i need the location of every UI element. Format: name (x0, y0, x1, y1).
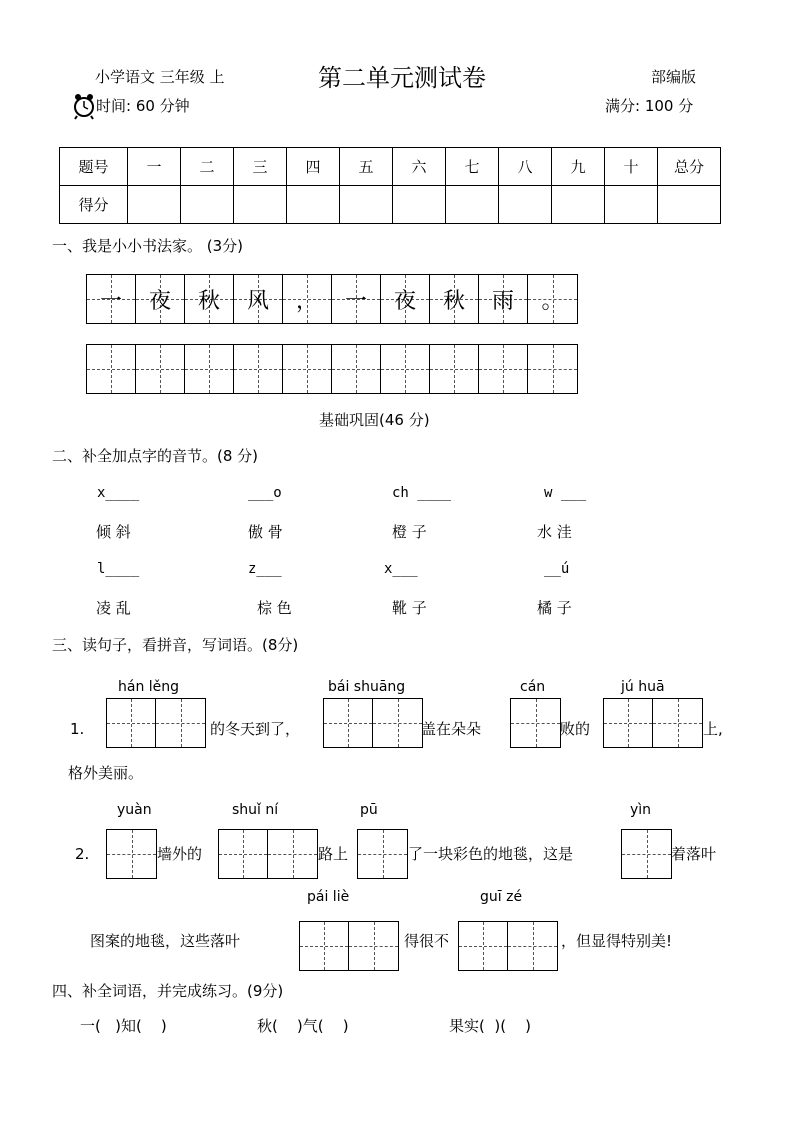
writing-cell[interactable] (604, 699, 653, 747)
model-char-cell (479, 275, 528, 323)
model-char-cell (234, 275, 283, 323)
pinyin-blank[interactable]: w ___ (544, 485, 587, 501)
pinyin-blank[interactable]: z___ (248, 561, 282, 577)
sentence-text: 的冬天到了， (210, 720, 301, 738)
pinyin-label: yuàn (117, 802, 152, 818)
sentence-text: 墙外的 (157, 845, 203, 863)
writing-cell[interactable] (219, 830, 268, 878)
table-cell: 二 (181, 148, 234, 186)
word-item: 靴 子 (392, 599, 427, 617)
model-char: 一 (344, 288, 367, 314)
model-char: 雨 (491, 288, 514, 314)
answer-grid (323, 698, 423, 748)
pinyin-label: pū (360, 802, 378, 818)
section-title: 基础巩固(46 分) (319, 411, 430, 429)
sentence-number: 2. (75, 845, 90, 863)
model-char: 夜 (393, 288, 416, 314)
model-char: 秋 (442, 288, 465, 314)
pinyin-blank[interactable]: ch ____ (392, 485, 452, 501)
model-char: 。 (541, 288, 564, 314)
model-char-cell (430, 275, 479, 323)
table-cell: 六 (393, 148, 446, 186)
edition-label: 部编版 (651, 68, 697, 86)
score-input-cell[interactable] (605, 186, 658, 224)
fill-word-item[interactable]: 一( )知( ) (80, 1017, 167, 1035)
pinyin-blank[interactable]: __ú (544, 561, 570, 577)
word-item: 水 洼 (537, 523, 572, 541)
model-char-cell (283, 275, 332, 323)
score-table (59, 147, 721, 224)
writing-cell[interactable] (107, 699, 156, 747)
page-title: 第二单元测试卷 (318, 64, 486, 92)
writing-cell[interactable] (528, 345, 577, 393)
score-input-cell[interactable] (181, 186, 234, 224)
table-cell: 九 (552, 148, 605, 186)
writing-cell[interactable] (268, 830, 317, 878)
table-cell: 三 (234, 148, 287, 186)
writing-cell[interactable] (430, 345, 479, 393)
pinyin-label: jú huā (621, 679, 665, 695)
answer-grid (458, 921, 558, 971)
word-item: 橙 子 (392, 523, 427, 541)
copy-char-grid (86, 344, 578, 394)
score-input-cell[interactable] (446, 186, 499, 224)
answer-grid (603, 698, 703, 748)
sentence-text: ，但显得特别美! (561, 932, 673, 950)
model-char-cell (528, 275, 577, 323)
q4-heading: 四、补全词语，并完成练习。(9分) (52, 982, 284, 1000)
sentence-text: 上, (703, 720, 723, 738)
answer-grid (218, 829, 318, 879)
model-char: ， (295, 288, 318, 314)
writing-cell[interactable] (479, 345, 528, 393)
writing-cell[interactable] (87, 345, 136, 393)
writing-cell[interactable] (107, 830, 156, 878)
pinyin-blank[interactable]: x____ (97, 485, 140, 501)
table-cell: 总分 (658, 148, 721, 186)
pinyin-label: cán (520, 679, 546, 695)
model-char-cell (185, 275, 234, 323)
word-item: 傲 骨 (248, 523, 283, 541)
model-char: 风 (246, 288, 269, 314)
score-table-score-row (60, 186, 721, 224)
table-cell: 得分 (60, 186, 128, 224)
score-input-cell[interactable] (287, 186, 340, 224)
writing-cell[interactable] (508, 922, 557, 970)
full-score: 满分: 100 分 (605, 97, 694, 115)
exam-time: 时间: 60 分钟 (96, 97, 190, 115)
answer-grid (357, 829, 408, 879)
q2-heading: 二、补全加点字的音节。(8 分) (52, 447, 259, 465)
model-char: 一 (99, 288, 122, 314)
fill-word-item[interactable]: 秋( )气( ) (257, 1017, 349, 1035)
writing-cell[interactable] (324, 699, 373, 747)
writing-cell[interactable] (156, 699, 205, 747)
model-char: 秋 (197, 288, 220, 314)
pinyin-label: shuǐ ní (232, 802, 279, 818)
writing-cell[interactable] (653, 699, 702, 747)
word-item: 倾 斜 (96, 523, 131, 541)
score-input-cell[interactable] (552, 186, 605, 224)
answer-grid (510, 698, 561, 748)
score-input-cell[interactable] (340, 186, 393, 224)
answer-grid (621, 829, 672, 879)
writing-cell[interactable] (283, 345, 332, 393)
pinyin-label: yìn (630, 802, 652, 818)
fill-word-item[interactable]: 果实( )( ) (449, 1017, 532, 1035)
word-item: 棕 色 (257, 599, 292, 617)
table-cell: 十 (605, 148, 658, 186)
q1-heading: 一、我是小小书法家。 (3分) (52, 237, 244, 255)
sentence-text: 盖在朵朵 (421, 720, 482, 738)
sentence-text: 得很不 (404, 932, 450, 950)
writing-cell[interactable] (381, 345, 430, 393)
pinyin-label: bái shuāng (328, 679, 406, 695)
writing-cell[interactable] (349, 922, 398, 970)
sentence-text: 路上 (318, 845, 349, 863)
writing-cell[interactable] (622, 830, 671, 878)
writing-cell[interactable] (136, 345, 185, 393)
pinyin-label: pái liè (307, 889, 350, 905)
pinyin-blank[interactable]: ___o (248, 485, 282, 501)
model-char-cell (381, 275, 430, 323)
table-cell: 一 (128, 148, 181, 186)
table-cell: 题号 (60, 148, 128, 186)
writing-cell[interactable] (300, 922, 349, 970)
table-cell: 八 (499, 148, 552, 186)
sentence-number: 1. (70, 720, 85, 738)
answer-grid (106, 698, 206, 748)
sentence-text: 着落叶 (671, 845, 717, 863)
score-input-cell[interactable] (393, 186, 446, 224)
writing-cell[interactable] (332, 345, 381, 393)
table-cell: 四 (287, 148, 340, 186)
score-table-header-row (60, 148, 721, 186)
pinyin-blank[interactable]: l____ (97, 561, 140, 577)
score-input-cell[interactable] (128, 186, 181, 224)
score-input-cell[interactable] (499, 186, 552, 224)
answer-grid (299, 921, 399, 971)
model-char-grid (86, 274, 578, 324)
model-char-cell (87, 275, 136, 323)
model-char-cell (332, 275, 381, 323)
sentence-text: 败的 (560, 720, 591, 738)
score-input-cell[interactable] (234, 186, 287, 224)
pinyin-blank[interactable]: x___ (384, 561, 418, 577)
table-cell: 七 (446, 148, 499, 186)
table-cell: 五 (340, 148, 393, 186)
writing-cell[interactable] (511, 699, 560, 747)
word-item: 橘 子 (537, 599, 572, 617)
pinyin-label: guī zé (480, 889, 523, 905)
model-char: 夜 (148, 288, 171, 314)
subject-label: 小学语文 三年级 上 (95, 68, 225, 86)
sentence-text: 了一块彩色的地毯，这是 (408, 845, 574, 863)
model-char-cell (136, 275, 185, 323)
writing-cell[interactable] (185, 345, 234, 393)
word-item: 凌 乱 (96, 599, 131, 617)
writing-cell[interactable] (459, 922, 508, 970)
writing-cell[interactable] (358, 830, 407, 878)
sentence-text: 图案的地毯，这些落叶 (90, 932, 241, 950)
pinyin-label: hán lěng (118, 679, 180, 695)
sentence-text: 格外美丽。 (68, 764, 144, 782)
clock-icon (72, 92, 96, 120)
q3-heading: 三、读句子，看拼音，写词语。(8分) (52, 636, 299, 654)
score-input-cell[interactable] (658, 186, 721, 224)
writing-cell[interactable] (373, 699, 422, 747)
answer-grid (106, 829, 157, 879)
writing-cell[interactable] (234, 345, 283, 393)
